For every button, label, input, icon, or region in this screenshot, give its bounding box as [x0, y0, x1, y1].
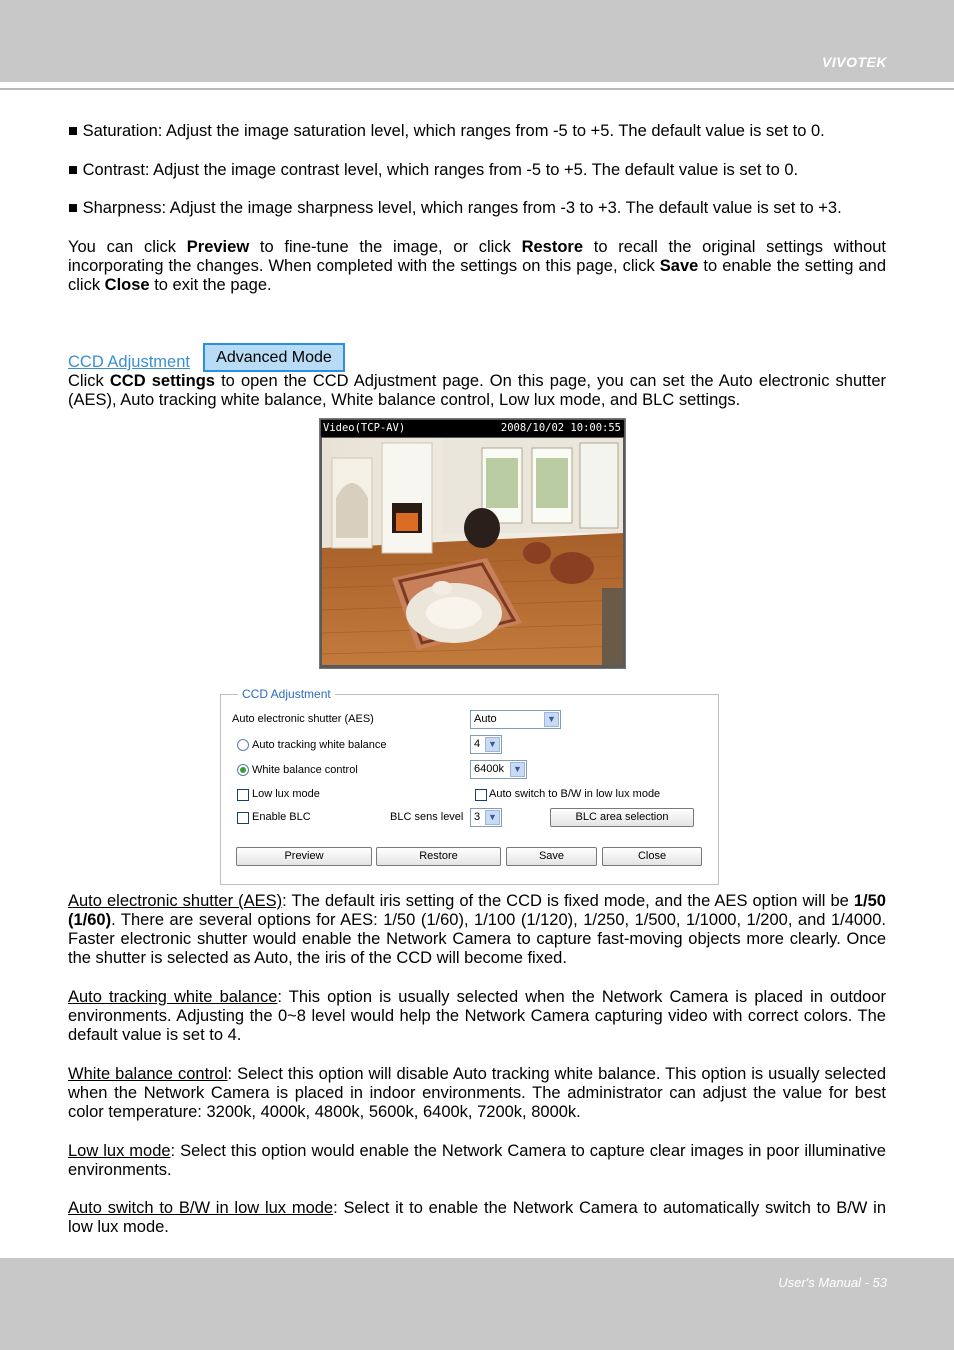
bold-close: Close [104, 276, 150, 294]
text: : The default iris setting of the CCD is fixed mode, and the AES option will be [282, 892, 854, 910]
save-button[interactable]: Save [506, 847, 597, 866]
enable-blc-label: Enable BLC [252, 811, 311, 823]
chevron-down-icon: ▼ [485, 810, 500, 825]
bullet-marker: ■ [68, 199, 78, 217]
low-lux-label: Low lux mode [252, 788, 320, 800]
bullet-sharpness [68, 199, 886, 218]
aes-select-value: Auto [474, 713, 497, 725]
text: to fine-tune the image, or click [249, 238, 522, 256]
section-paragraph [68, 372, 886, 410]
aes-select[interactable] [470, 710, 561, 729]
text: : Select this option will disable Auto tracking white balance. This option is usually selected when the Network Camera is placed in indoor environments. The administrator can adjust the value for best color temperature: 3200k, 4000k, 4800k, 5600k, 6400k, 7200k, 8000k. [68, 1065, 886, 1121]
term-aes: Auto electronic shutter (AES) [68, 892, 283, 910]
auto-bw-checkbox[interactable] [475, 789, 487, 801]
text: to open the CCD Adjustment page. On this page, you can set the Auto electronic shutter (AES), Auto tracking white balance, White balance control, Low lux mode, and BLC settings. [68, 372, 886, 409]
video-caption-bar [321, 420, 624, 437]
brand-logo: VIVOTEK [822, 54, 887, 70]
advanced-mode-button[interactable]: Advanced Mode [203, 343, 345, 372]
video-frame-image [322, 438, 623, 665]
bullet-marker: ■ [68, 161, 78, 179]
blc-area-selection-button[interactable]: BLC area selection [550, 808, 694, 827]
bold-ccd-settings: CCD settings [109, 372, 215, 390]
bold-preview: Preview [186, 238, 250, 256]
aes-label: Auto electronic shutter (AES) [232, 713, 374, 725]
text: to enable the setting and click [68, 257, 886, 294]
wbc-select[interactable] [470, 760, 527, 779]
page-header [0, 0, 954, 82]
page-footer [0, 1258, 954, 1350]
wbc-description [68, 1065, 886, 1122]
intro-paragraph [68, 238, 886, 295]
awb-label: Auto tracking white balance [252, 739, 387, 751]
text: : Select it to enable the Network Camera to automatically switch to B/W in low lux mode. [68, 1199, 886, 1236]
video-viewer [319, 418, 626, 669]
aes-description [68, 892, 886, 968]
wbc-select-value: 6400k [474, 763, 504, 775]
text: You can click [68, 238, 187, 256]
header-divider [0, 88, 954, 90]
preview-button[interactable]: Preview [236, 847, 372, 866]
wbc-label: White balance control [252, 764, 358, 776]
bullet-text: Saturation: Adjust the image saturation level, which ranges from -5 to +5. The default value is set to 0. [82, 122, 825, 140]
blc-sens-label: BLC sens level [390, 811, 464, 823]
term-auto-bw: Auto switch to B/W in low lux mode [68, 1199, 334, 1217]
ccd-adjustment-link[interactable]: CCD Adjustment [68, 353, 190, 371]
bullet-saturation [68, 122, 886, 141]
awb-level-select[interactable] [470, 735, 502, 754]
auto-bw-label: Auto switch to B/W in low lux mode [489, 788, 661, 800]
chevron-down-icon: ▼ [544, 712, 559, 727]
restore-button[interactable]: Restore [376, 847, 501, 866]
wbc-radio[interactable] [237, 764, 249, 776]
bold-save: Save [659, 257, 699, 275]
low-lux-description [68, 1142, 886, 1180]
text: to recall the original settings without incorporating the changes. When completed with the settings on this page, click [68, 238, 887, 275]
text: to exit the page. [149, 276, 272, 294]
bullet-text: Contrast: Adjust the image contrast level, which ranges from -5 to +5. The default value is set to 0. [82, 161, 799, 179]
video-label: Video(TCP-AV) [323, 422, 406, 434]
video-timestamp: 2008/10/02 10:00:55 [500, 422, 621, 434]
panel-title: CCD Adjustment [238, 687, 335, 701]
blc-sens-value: 3 [474, 811, 481, 823]
close-button[interactable]: Close [602, 847, 702, 866]
bold-restore: Restore [521, 238, 584, 256]
enable-blc-checkbox[interactable] [237, 812, 249, 824]
chevron-down-icon: ▼ [485, 737, 500, 752]
awb-level-value: 4 [474, 738, 481, 750]
awb-radio[interactable] [237, 739, 249, 751]
low-lux-checkbox[interactable] [237, 789, 249, 801]
term-awb: Auto tracking white balance [68, 988, 278, 1006]
bullet-text: Sharpness: Adjust the image sharpness level, which ranges from -3 to +3. The default value is set to +3. [82, 199, 842, 217]
term-low-lux: Low lux mode [68, 1142, 171, 1160]
awb-description [68, 988, 886, 1045]
text: Click [68, 372, 110, 390]
term-wbc: White balance control [68, 1065, 228, 1083]
bullet-contrast [68, 161, 886, 180]
page-number: User's Manual - 53 [778, 1275, 887, 1290]
text: : This option is usually selected when the Network Camera is placed in outdoor environments. Adjusting the 0~8 level would help the Network Camera capturing video with correct colors. The default value is set to 4. [68, 988, 886, 1044]
text: . There are several options for AES: 1/50 (1/60), 1/100 (1/120), 1/250, 1/500, 1/1000, 1/200, and 1/4000. Faster electronic shutter would enable the Network Camera to capture fast-moving objects more clearly. Once the shutter is selected as Auto, the iris of the CCD will become fixed. [68, 911, 886, 967]
chevron-down-icon: ▼ [510, 762, 525, 777]
text: : Select this option would enable the Network Camera to capture clear images in poor illuminative environments. [68, 1142, 886, 1179]
bullet-marker: ■ [68, 122, 78, 140]
blc-sens-select[interactable] [470, 808, 502, 827]
bold-default-shutter: 1/50 (1/60) [68, 892, 886, 929]
auto-bw-description [68, 1199, 886, 1237]
